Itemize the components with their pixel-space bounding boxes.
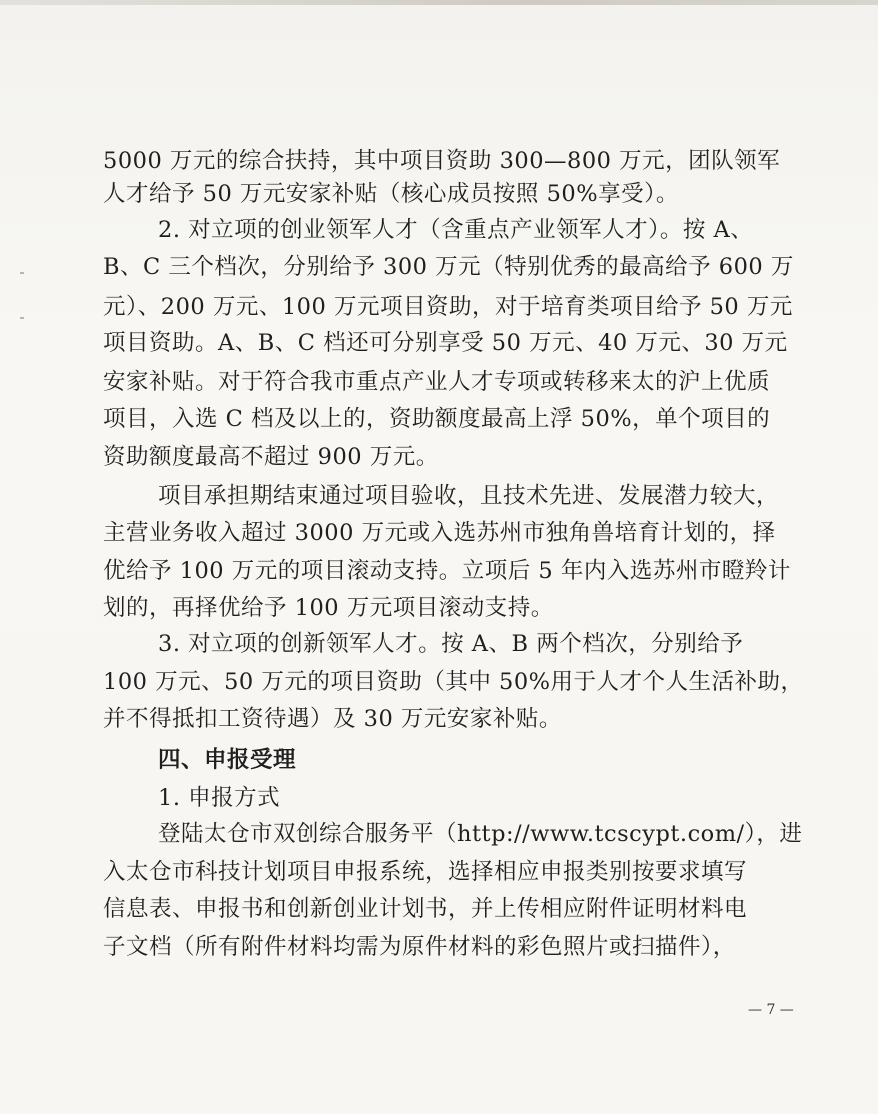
text-line: 项目，入选 C 档及以上的，资助额度最高上浮 50%，单个项目的 bbox=[103, 406, 771, 432]
text-line: 划的，再择优给予 100 万元项目滚动支持。 bbox=[103, 595, 554, 621]
text-line: 3. 对立项的创新领军人才。按 A、B 两个档次，分别给予 bbox=[158, 631, 744, 657]
text-line: 优给予 100 万元的项目滚动支持。立项后 5 年内入选苏州市瞪羚计 bbox=[103, 558, 791, 584]
scan-mark bbox=[20, 317, 24, 319]
text-line: 100 万元、50 万元的项目资助（其中 50%用于人才个人生活补助， bbox=[103, 669, 804, 695]
text-line: 主营业务收入超过 3000 万元或入选苏州市独角兽培育计划的，择 bbox=[103, 520, 776, 546]
text-line: 子文档（所有附件材料均需为原件材料的彩色照片或扫描件）， bbox=[103, 934, 736, 960]
text-line: 并不得抵扣工资待遇）及 30 万元安家补贴。 bbox=[103, 706, 562, 732]
text-line: 人才给予 50 万元安家补贴（核心成员按照 50%享受）。 bbox=[103, 181, 679, 207]
text-line: 2. 对立项的创业领军人才（含重点产业领军人才）。按 A、 bbox=[158, 217, 754, 243]
text-line: 入太仓市科技计划项目申报系统，选择相应申报类别按要求填写 bbox=[103, 859, 748, 885]
text-line: 项目资助。A、B、C 档还可分别享受 50 万元、40 万元、30 万元 bbox=[103, 330, 788, 356]
text-line: 5000 万元的综合扶持，其中项目资助 300—800 万元，团队领军 bbox=[103, 148, 781, 174]
section-heading: 四、申报受理 bbox=[158, 747, 297, 773]
scan-mark bbox=[20, 272, 24, 274]
text-line: 元）、200 万元、100 万元项目资助，对于培育类项目给予 50 万元 bbox=[103, 294, 793, 320]
text-line: 安家补贴。对于符合我市重点产业人才专项或转移来太的沪上优质 bbox=[103, 369, 771, 395]
page-number: — 7 — bbox=[748, 1002, 794, 1018]
subsection-heading: 1. 申报方式 bbox=[158, 785, 281, 811]
text-line: B、C 三个档次，分别给予 300 万元（特别优秀的最高给予 600 万 bbox=[103, 254, 794, 280]
text-line: 登陆太仓市双创综合服务平（http://www.tcscypt.com/），进 bbox=[158, 821, 803, 847]
text-line: 信息表、申报书和创新创业计划书，并上传相应附件证明材料电 bbox=[103, 896, 748, 922]
text-line: 项目承担期结束通过项目验收，且技术先进、发展潜力较大， bbox=[158, 483, 780, 509]
scan-top-edge bbox=[0, 0, 878, 5]
text-line: 资助额度最高不超过 900 万元。 bbox=[103, 444, 439, 470]
